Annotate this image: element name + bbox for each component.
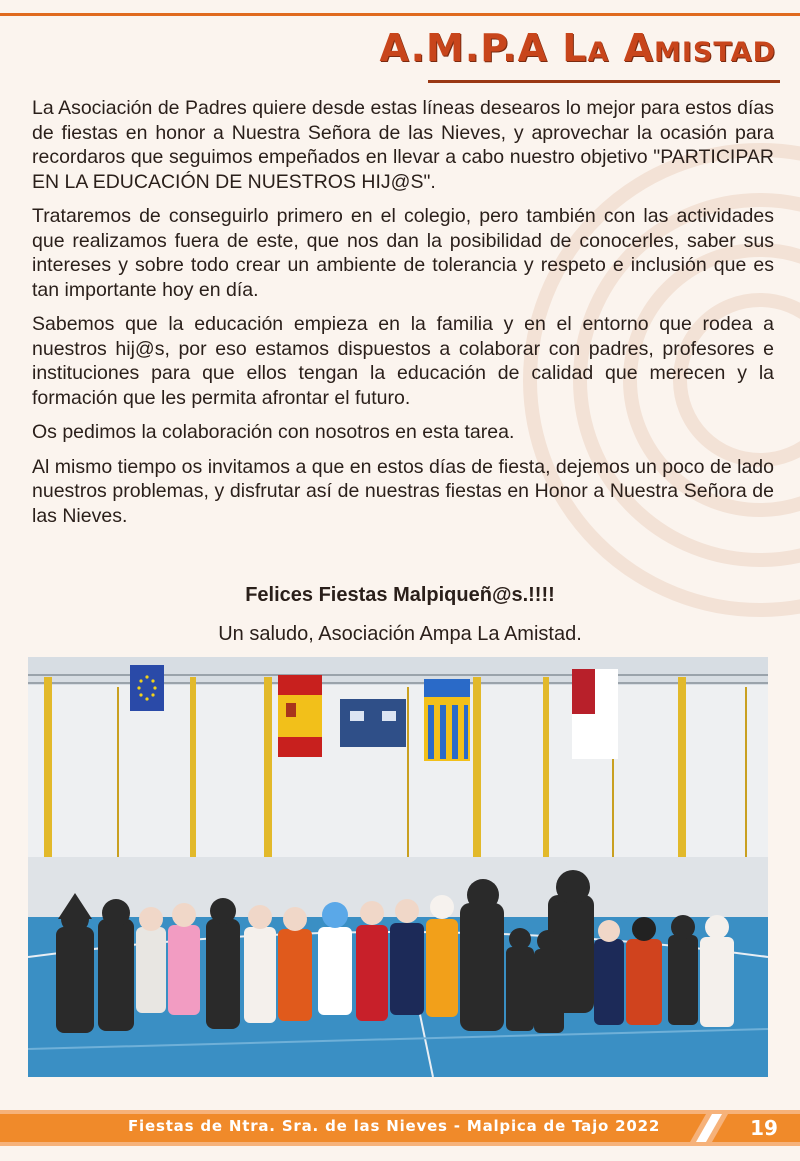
paragraph-4: Os pedimos la colaboración con nosotros en esta tarea. — [32, 421, 515, 443]
footer-text: Fiestas de Ntra. Sra. de las Nieves - Malpica de Tajo 2022 — [128, 1117, 661, 1135]
paragraph-5: Al mismo tiempo os invitamos a que en estos días de fiesta, dejemos un poco de lado nuestros problemas, y disfrutar así de nuestras fiestas en Honor a Nuestra Señora de las Nieves. — [32, 455, 774, 527]
title-underline — [428, 80, 780, 83]
scoreboard — [340, 699, 406, 747]
eu-flag — [130, 665, 164, 711]
signoff: Un saludo, Asociación Ampa La Amistad. — [218, 623, 582, 645]
greeting: Felices Fiestas Malpiqueñ@s.!!!! — [245, 584, 555, 606]
group-photo — [28, 657, 768, 1077]
page-number: 19 — [750, 1116, 778, 1140]
paragraph-2: Trataremos de conseguirlo primero en el colegio, pero también con las actividades que realizamos fuera de este, que nos dan la posibilidad de conocerles, saber sus intereses y sobre todo crear un ambiente de tolerancia y respeto e inclusión que es tan importante hoy en día. — [32, 205, 774, 301]
top-accent-line — [0, 13, 800, 16]
paragraph-3: Sabemos que la educación empieza en la familia y en el entorno que rodea a nuestros hij@s, por eso estamos dispuestos a colaborar con padres, profesores e instituciones para que ellos tengan la educación de calidad que merecen y la formación que les permita afrontar el futuro. — [32, 313, 774, 409]
page-title: A.M.P.A La Amistad — [379, 26, 776, 70]
paragraph-1: La Asociación de Padres quiere desde estas líneas desearos lo mejor para estos días de fiestas en honor a Nuestra Señora de las Nieves, y aprovechar la ocasión para recordaros que seguimos empeñados en llevar a cabo nuestro objetivo "PARTICIPAR EN LA EDUCACIÓN DE NUESTROS HIJ@S". — [32, 97, 774, 193]
article-body — [32, 96, 774, 538]
